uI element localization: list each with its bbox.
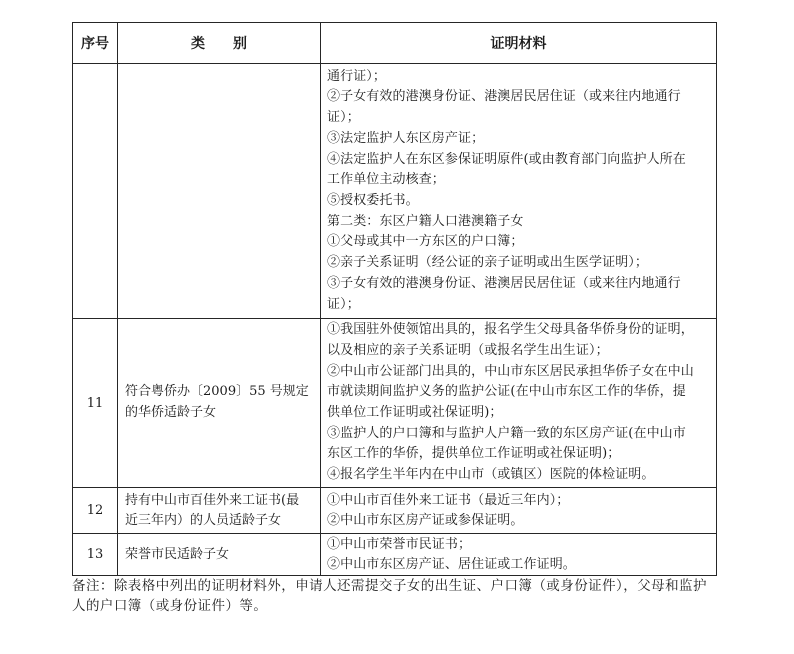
material-line: ③子女有效的港澳身份证、港澳居民居住证（或来往内地通行 [327,275,681,291]
material-line: 工作单位主动核查； [327,172,445,188]
materials-cell [321,488,717,534]
material-line: ②中山市东区房产证、居住证或工作证明。 [327,556,576,572]
material-line: 证）； [327,296,360,312]
material-line: 供单位工作证明或社保证明)； [327,405,503,420]
material-line: ④法定监护人在东区参保证明原件(或由教育部门向监护人所在 [327,151,686,167]
category-line: 的华侨适龄子女 [125,405,217,420]
header-materials: 证明材料 [321,23,717,64]
footnote [72,576,716,616]
material-line: 证）； [327,110,360,126]
category-cell [118,534,321,576]
material-line: ⑤授权委托书。 [327,193,419,208]
category-cell [118,488,321,534]
category-cell [118,64,321,319]
table-header-row [73,23,717,64]
certificate-table [72,22,717,576]
material-line: 第二类：东区户籍人口港澳籍子女 [327,213,524,229]
category-cell [118,319,321,488]
material-line: ①中山市荣誉市民证书； [327,536,472,552]
category-line: 荣誉市民适龄子女 [125,546,230,562]
material-line: ②亲子关系证明（经公证的亲子证明或出生医学证明）； [327,255,649,271]
material-line: ③法定监护人东区房产证； [327,130,485,146]
category-line: 近三年内）的人员适龄子女 [125,512,282,528]
material-line: ③监护人的户口簿和与监护人户籍一致的东区房产证(在中山市 [327,425,686,441]
document-page [72,22,716,616]
material-line: ④报名学生半年内在中山市（或镇区）医院的体检证明。 [327,467,655,483]
materials-cell [321,64,717,319]
material-line: 通行证）； [327,68,387,84]
material-line: ②中山市东区房产证或参保证明。 [327,512,524,528]
index-cell: 13 [73,534,118,576]
header-index: 序号 [73,23,118,64]
material-line: ①我国驻外使领馆出具的，报名学生父母具备华侨身份的证明， [327,322,694,338]
materials-cell [321,319,717,488]
material-line: ②中山市公证部门出具的，中山市东区居民承担华侨子女在中山 [327,363,694,379]
table-row [73,488,717,534]
header-category: 类 别 [118,23,321,64]
materials-cell [321,534,717,576]
index-cell: 11 [73,319,118,488]
material-line: ②子女有效的港澳身份证、港澳居民居住证（或来往内地通行 [327,89,681,105]
material-line: 东区工作的华侨，提供单位工作证明或社保证明)； [327,446,621,462]
material-line: ①中山市百佳外来工证书（最近三年内）； [327,492,570,508]
material-line: 以及相应的亲子关系证明（或报名学生出生证）； [327,342,609,358]
footnote-line: 备注：除表格中列出的证明材料外，申请人还需提交子女的出生证、户口簿（或身份证件），父母和监护 [72,578,707,594]
index-cell [73,64,118,319]
category-line: 符合粤侨办〔2009〕55 号规定 [125,384,309,400]
footnote-line: 人的户口簿（或身份证件）等。 [72,598,268,614]
material-line: ①父母或其中一方东区的户口簿； [327,234,524,250]
table-row [73,64,717,319]
category-line: 持有中山市百佳外来工证书(最 [125,492,300,508]
table-row [73,534,717,576]
material-line: 市就读期间监护义务的监护公证(在中山市东区工作的华侨，提 [327,384,686,400]
index-cell: 12 [73,488,118,534]
table-row [73,319,717,488]
